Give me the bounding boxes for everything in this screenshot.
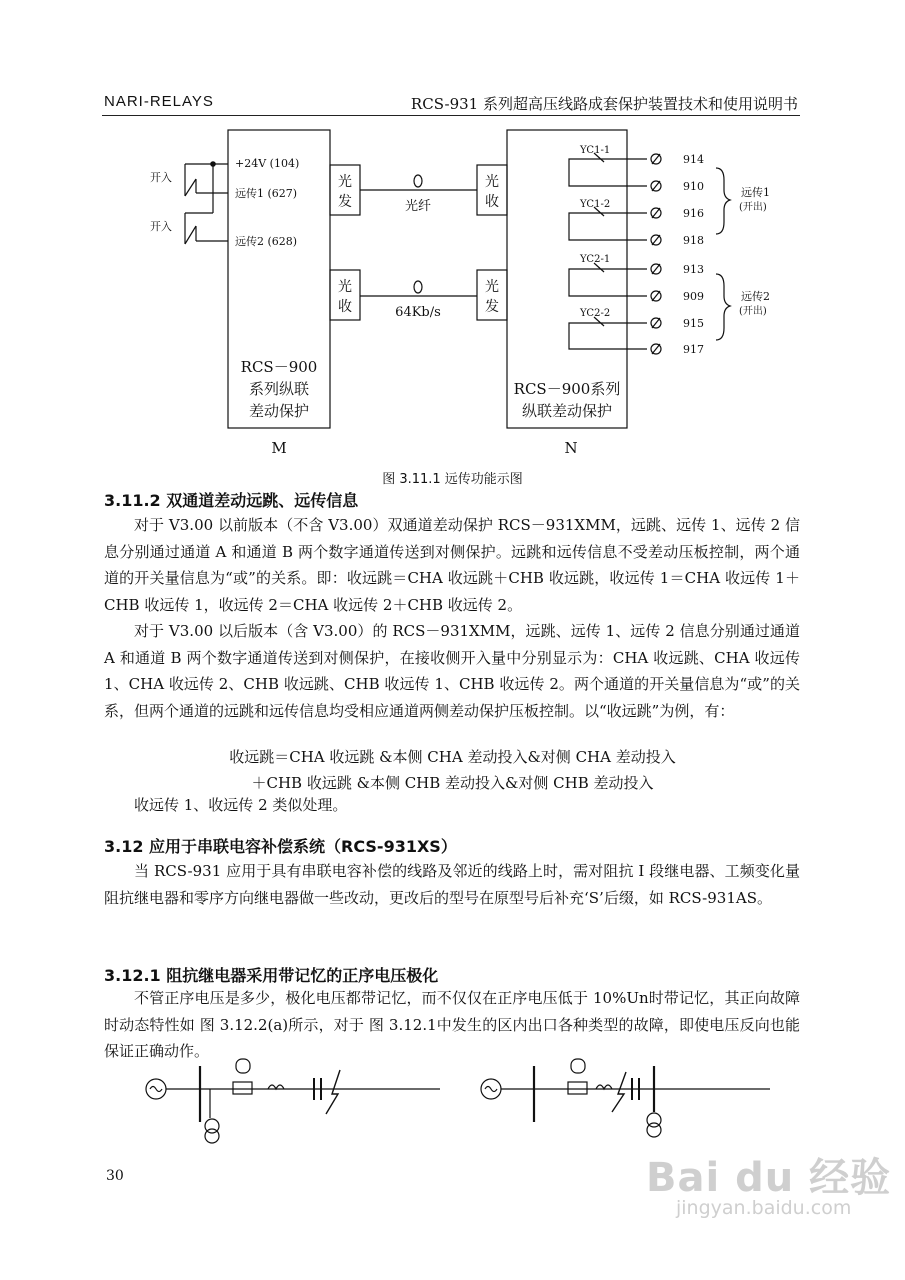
terminal-917: 917 [683,343,704,356]
equation-line-1: 收远跳＝CHA 收远跳 &本侧 CHA 差动投入&对侧 CHA 差动投入 [229,748,676,766]
m-tx-char2: 发 [338,194,352,210]
group2-sub: (开出) [739,306,767,317]
terminal-913: 913 [683,263,704,276]
fault-bolt-right [612,1072,626,1112]
terminal-918: 918 [683,234,704,247]
group2-label: 远传2 [741,290,770,303]
yc1-1-loop [569,159,647,186]
yc2-2-loop [569,323,647,349]
contact-yc1-2: YC1-2 [580,199,611,210]
kairu-label-2: 开入 [150,220,172,233]
section-3-12-1-para-1: 不管正序电压是多少，极化电压都带记忆，而不仅仅在正序电压低于 10%Un时带记忆，其正向故障时动态特性如 图 3.12.2(a)所示，对于 图 3.12.1中发生的区内出口各种类型的故障，即使电压反向也能保证正确动作。 [104,989,800,1060]
series-compensation-diagram-left [146,1059,440,1143]
brace-group1 [716,168,730,234]
m-tx-char1: 光 [338,174,352,190]
link2-label: 64Kb/s [395,305,441,320]
terminal-916: 916 [683,207,704,220]
m-label: M [271,439,287,457]
input2-switch [185,226,196,244]
section-3-11-2-para-2: 对于 V3.00 以后版本（含 V3.00）的 RCS－931XMM，远跳、远传 1、远传 2 信息分别通过通道 A 和通道 B 两个数字通道传送到对侧保护，在接收侧开入量中分别显示为：CHA 收远跳、CHA 收远传 1、CHA 收远传 2、CHB 收远跳、CHB 收远传 1、CHB 收远传 2。两个通道的开关量信息为“或”的关系，但两个通道的远跳和远传信息均受相应通道两侧差动保护压板控制。以“收远跳”为例，有： [104,622,800,720]
watermark-brand: Bai du 经验 [646,1155,892,1201]
n-box-line1: RCS－900系列 [513,380,621,398]
m-rx-char2: 收 [338,299,352,315]
section-3-11-2-para-3: 收远传 1、收远传 2 类似处理。 [134,796,348,814]
terminal-914: 914 [683,153,704,166]
terminal-910: 910 [683,180,704,193]
section-3-12-para-1: 当 RCS-931 应用于具有串联电容补偿的线路及邻近的线路上时，需对阻抗 I 段继电器、工频变化量阻抗继电器和零序方向继电器做一些改动，更改后的型号在原型号后补充‘S’后缀，如 RCS-931AS。 [104,862,800,907]
series-compensation-diagram-right [481,1059,770,1137]
fiber-loop-2 [414,281,422,293]
m-box-line3: 差动保护 [248,402,310,420]
yc2-1-loop [569,269,647,296]
equation-line-2: ＋CHB 收远跳 &本侧 CHB 差动投入&对侧 CHB 差动投入 [251,774,654,792]
section-3-12-1-title: 3.12.1 阻抗继电器采用带记忆的正序电压极化 [104,966,439,985]
page-number: 30 [106,1168,124,1184]
section-3-12-title: 3.12 应用于串联电容补偿系统（RCS-931XS） [104,837,457,856]
kairu-label-1: 开入 [150,171,172,184]
contact-yc1-1: YC1-1 [580,145,611,156]
contact-yc2-2: YC2-2 [580,308,611,319]
supply-label: +24V (104) [235,157,300,170]
group1-label: 远传1 [741,186,770,199]
header-left: NARI-RELAYS [104,93,214,110]
section-3-11-2-title: 3.11.2 双通道差动远跳、远传信息 [104,491,359,510]
n-label: N [564,439,578,457]
group1-sub: (开出) [739,202,767,213]
m-box-line1: RCS－900 [240,358,318,376]
input1-switch [185,179,196,196]
fault-bolt-left [326,1070,340,1114]
input1-label: 远传1 (627) [235,187,298,200]
input2-label: 远传2 (628) [235,235,298,248]
terminal-symbols [651,154,661,354]
n-tx-char1: 光 [485,279,499,295]
n-rx-char2: 收 [485,194,499,210]
n-tx-char2: 发 [485,299,499,315]
m-box-line2: 系列纵联 [248,380,310,398]
terminal-915: 915 [683,317,704,330]
link1-label: 光纤 [404,199,432,214]
contact-yc2-1: YC2-1 [580,254,611,265]
figure-caption: 图 3.11.1 远传功能示图 [382,472,523,487]
watermark-url: jingyan.baidu.com [676,1197,852,1219]
yc1-2-loop [569,213,647,240]
m-rx-char1: 光 [338,279,352,295]
fiber-loop-1 [414,175,422,187]
n-rx-char1: 光 [485,174,499,190]
brace-group2 [716,274,730,340]
section-3-11-2-para-1: 对于 V3.00 以前版本（不含 V3.00）双通道差动保护 RCS－931XMM，远跳、远传 1、远传 2 信息分别通过通道 A 和通道 B 两个数字通道传送到对侧保护。远跳和远传信息不受差动压板控制，两个通道的开关量信息为“或”的关系。即：收远跳＝CHA 收远跳＋CHB 收远跳，收远传 1＝CHA 收远传 1＋CHB 收远传 1，收远传 2＝CHA 收远传 2＋CHB 收远传 2。 [104,516,800,614]
header-right: RCS-931 系列超高压线路成套保护装置技术和使用说明书 [410,95,798,113]
n-box-line2: 纵联差动保护 [521,402,613,420]
terminal-909: 909 [683,290,704,303]
